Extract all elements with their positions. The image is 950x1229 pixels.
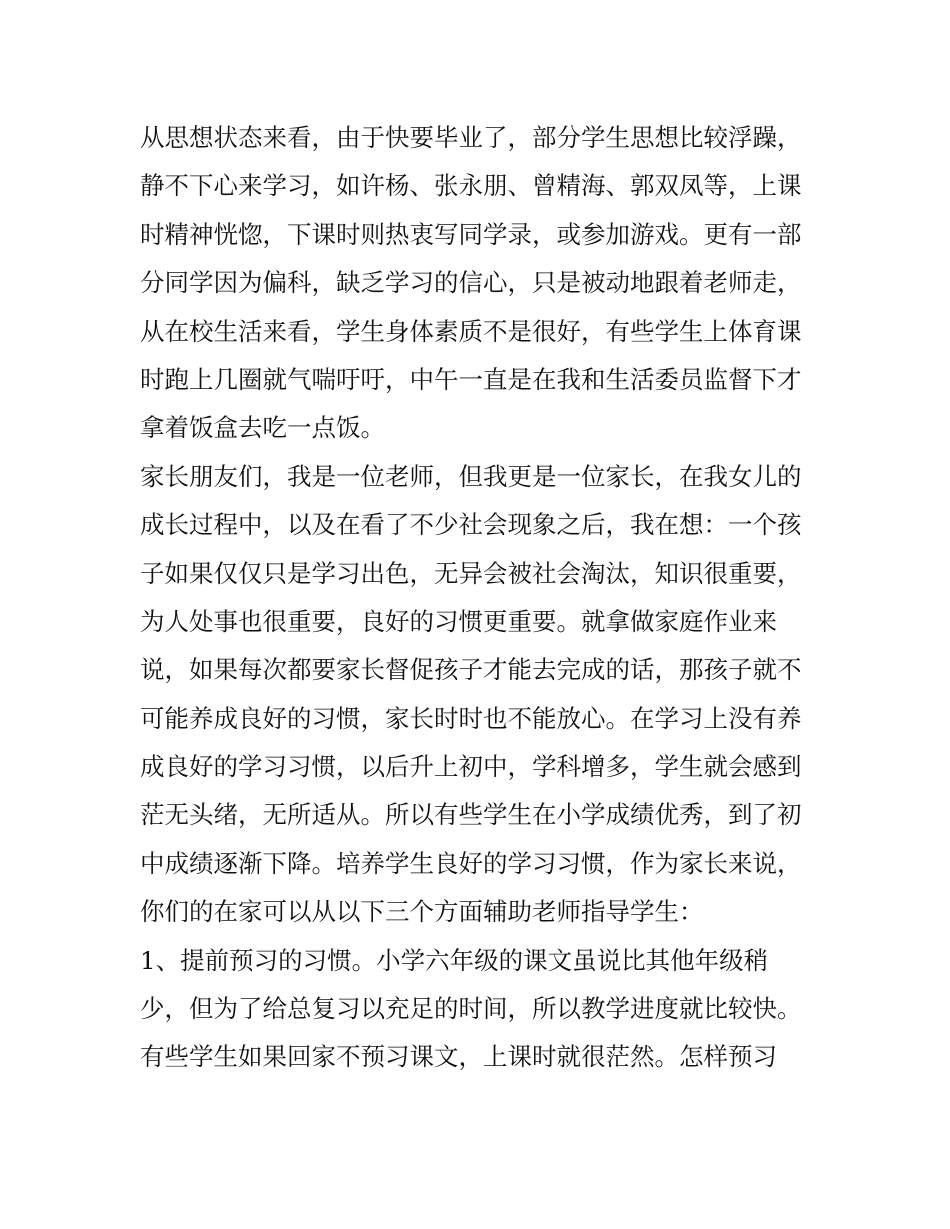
text-line: 子如果仅仅只是学习出色，无异会被社会淘汰，知识很重要，: [140, 558, 802, 588]
text-line: 成长过程中，以及在看了不少社会现象之后，我在想：一个孩: [140, 510, 802, 540]
text-line: 可能养成良好的习惯，家长时时也不能放心。在学习上没有养: [140, 703, 802, 733]
text-line: 静不下心来学习，如许杨、张永朋、曾精海、郭双凤等，上课: [140, 171, 802, 201]
text-line: 中成绩逐渐下降。培养学生良好的学习习惯，作为家长来说，: [140, 848, 802, 878]
text-line: 你们的在家可以从以下三个方面辅助老师指导学生：: [140, 897, 704, 927]
text-line: 从在校生活来看，学生身体素质不是很好，有些学生上体育课: [140, 316, 802, 346]
text-line: 茫无头绪，无所适从。所以有些学生在小学成绩优秀，到了初: [140, 800, 802, 830]
text-line: 家长朋友们，我是一位老师，但我更是一位家长，在我女儿的: [140, 461, 802, 491]
text-line: 分同学因为偏科，缺乏学习的信心，只是被动地跟着老师走，: [140, 268, 802, 298]
text-line: 少，但为了给总复习以充足的时间，所以教学进度就比较快。: [140, 994, 802, 1024]
text-line: 时精神恍惚，下课时则热衷写同学录，或参加游戏。更有一部: [140, 219, 802, 249]
text-line: 有些学生如果回家不预习课文，上课时就很茫然。怎样预习: [140, 1042, 777, 1072]
text-line: 说，如果每次都要家长督促孩子才能去完成的话，那孩子就不: [140, 655, 802, 685]
document-body: [140, 114, 820, 1082]
text-line: 时跑上几圈就气喘吁吁，中午一直是在我和生活委员监督下才: [140, 364, 802, 394]
text-line: 从思想状态来看，由于快要毕业了，部分学生思想比较浮躁，: [140, 123, 802, 152]
text-line: 1、提前预习的习惯。小学六年级的课文虽说比其他年级稍: [140, 945, 769, 975]
text-line: 拿着饭盒去吃一点饭。: [140, 413, 385, 443]
text-line: 成良好的学习习惯，以后升上初中，学科增多，学生就会感到: [140, 752, 802, 782]
text-line: 为人处事也很重要，良好的习惯更重要。就拿做家庭作业来: [140, 606, 777, 636]
